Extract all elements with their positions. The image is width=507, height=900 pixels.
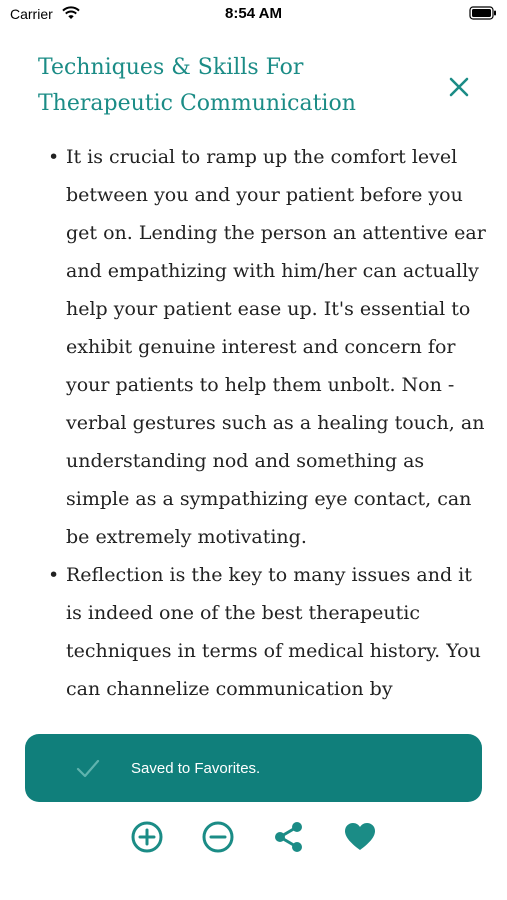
battery-icon bbox=[469, 6, 497, 20]
zoom-out-button[interactable] bbox=[201, 820, 235, 854]
header bbox=[38, 50, 438, 122]
toast-message: Saved to Favorites. bbox=[131, 759, 261, 777]
share-icon bbox=[272, 820, 306, 854]
favorite-button[interactable] bbox=[343, 820, 377, 854]
close-icon bbox=[446, 74, 472, 100]
checkmark-icon bbox=[75, 755, 101, 781]
carrier-label: Carrier bbox=[10, 6, 53, 22]
status-bar bbox=[0, 0, 507, 28]
zoom-out-icon bbox=[201, 820, 235, 854]
page-title: Techniques & Skills For Therapeutic Communication bbox=[38, 55, 356, 116]
share-button[interactable] bbox=[272, 820, 306, 854]
toast-notification bbox=[25, 734, 482, 802]
list-item: • Reflection is the key to many issues and it is indeed one of the best therapeutic techniques in terms of medical history. You can channelize communication by bbox=[48, 556, 488, 708]
zoom-in-icon bbox=[130, 820, 164, 854]
article-content bbox=[48, 138, 488, 734]
zoom-in-button[interactable] bbox=[130, 820, 164, 854]
list-item: • It is crucial to ramp up the comfort level between you and your patient before you get on. Lending the person an attentive ear and empathizing with him/her can actually help your patient ease up. It's essential to exhibit genuine interest and concern for your patients to help them unbolt. Non - verbal gestures such as a healing touch, an understanding nod and something as simple as a sympathizing eye contact, can be extremely motivating. bbox=[48, 138, 488, 556]
clock: 8:54 AM bbox=[225, 5, 282, 22]
bottom-toolbar bbox=[0, 820, 507, 858]
close-button[interactable] bbox=[446, 74, 472, 100]
bullet-list bbox=[48, 138, 488, 708]
heart-icon bbox=[343, 820, 377, 854]
